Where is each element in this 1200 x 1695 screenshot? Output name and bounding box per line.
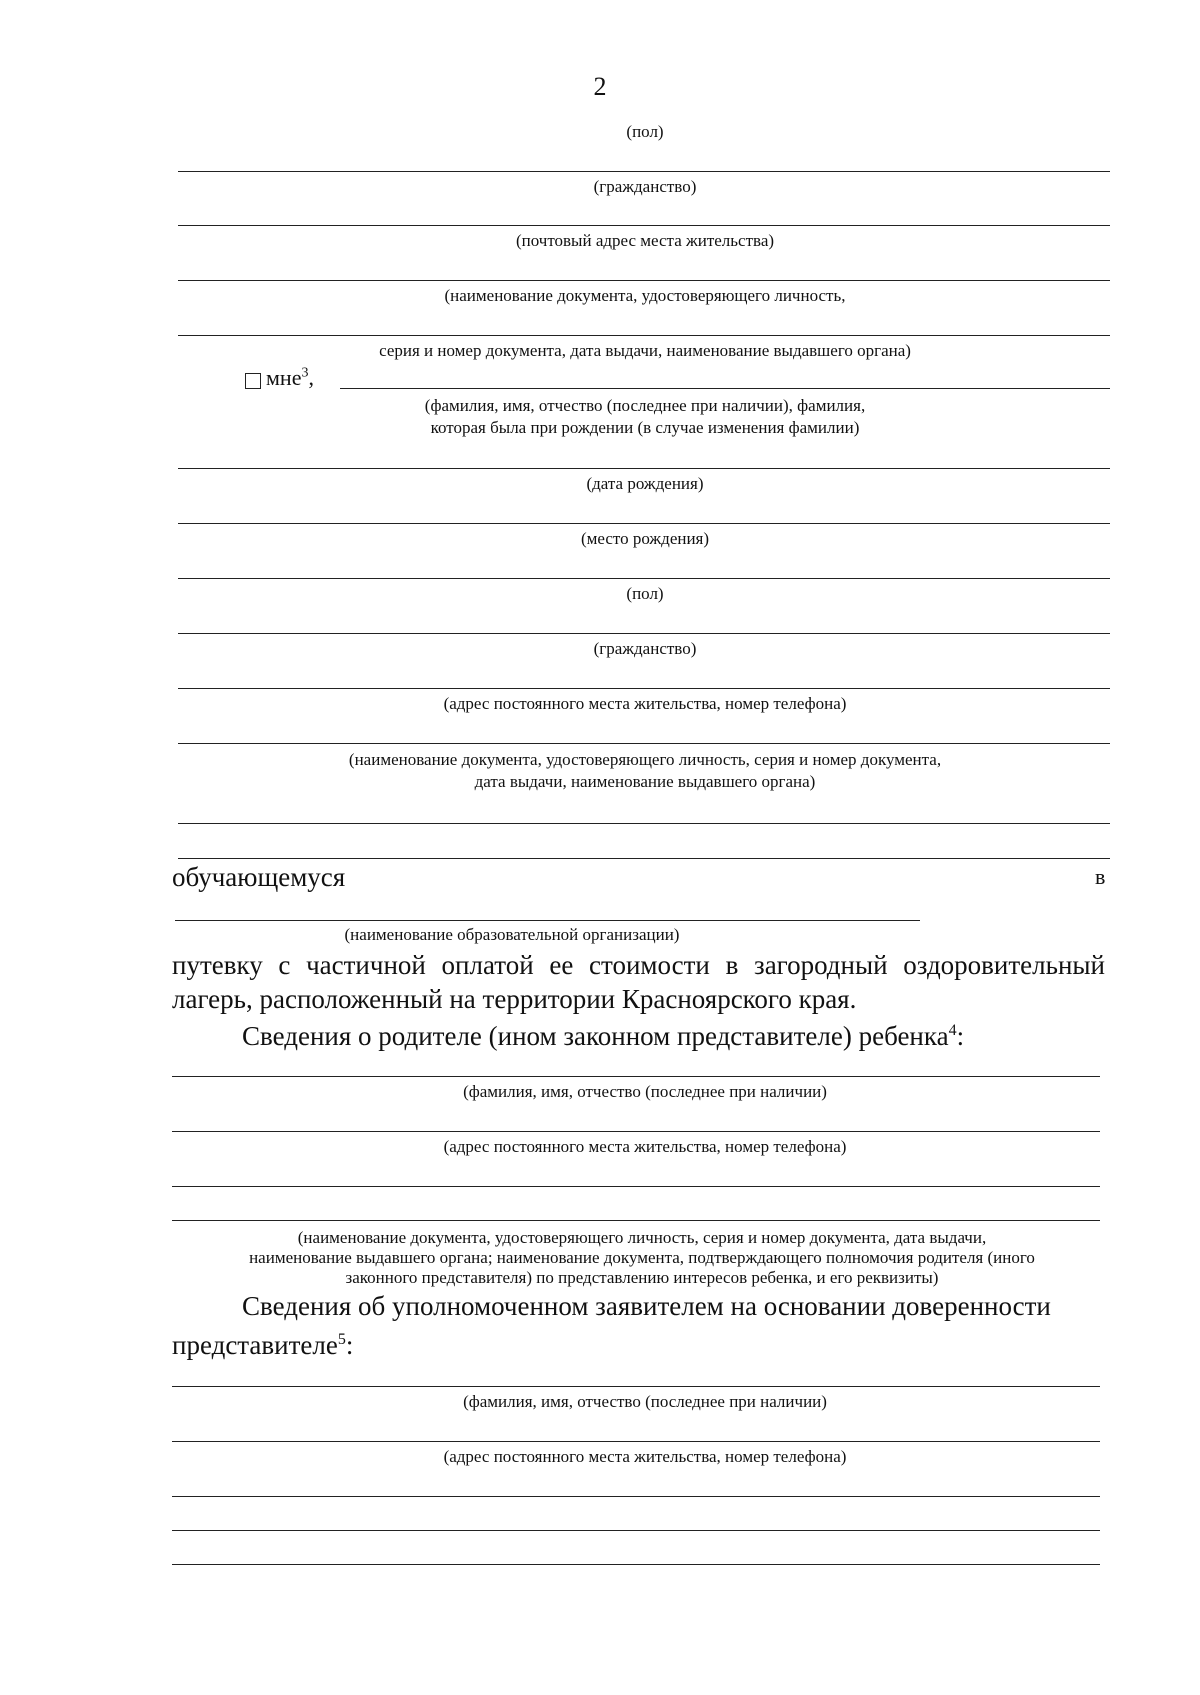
blank-line (178, 823, 1110, 824)
blank-line (172, 1076, 1100, 1077)
blank-line (175, 920, 920, 921)
caption-citizenship: (гражданство) (593, 639, 697, 658)
parent-heading: Сведения о родителе (ином законном представителе) ребенка$^4$: (242, 1021, 965, 1051)
caption-parent-docs-3: законного представителя) по представлению интересов ребенка, и его реквизиты) (345, 1268, 939, 1287)
blank-line (340, 388, 1110, 389)
caption-sex: (пол) (626, 584, 664, 603)
blank-line (178, 743, 1110, 744)
page-number: 2 (593, 72, 607, 101)
caption-parent-residence: (адрес постоянного места жительства, номер телефона) (443, 1137, 847, 1156)
blank-line (172, 1496, 1100, 1497)
blank-line (178, 280, 1110, 281)
caption-parent-fio: (фамилия, имя, отчество (последнее при наличии) (463, 1082, 827, 1101)
caption-residence-phone: (адрес постоянного места жительства, номер телефона) (443, 694, 847, 713)
student-label: обучающемуся (172, 862, 346, 892)
blank-line (172, 1186, 1100, 1187)
caption-postal-address: (почтовый адрес места жительства) (515, 231, 775, 250)
caption-id-document-1: (наименование документа, удостоверяющего личность, (444, 286, 846, 305)
caption-rep-residence: (адрес постоянного места жительства, номер телефона) (443, 1447, 847, 1466)
caption-edu-org: (наименование образовательной организации) (344, 925, 680, 944)
caption-parent-docs-2: наименование выдавшего органа; наименование документа, подтверждающего полномочия родителя (иного (249, 1248, 1035, 1267)
caption-fio-1: (фамилия, имя, отчество (последнее при наличии), фамилия, (424, 396, 866, 415)
blank-line (172, 1220, 1100, 1221)
blank-line (178, 468, 1110, 469)
blank-line (178, 225, 1110, 226)
blank-line (178, 688, 1110, 689)
option-me-checkbox[interactable] (245, 373, 261, 389)
caption-id-full-2: дата выдачи, наименование выдавшего органа) (474, 772, 816, 791)
option-me-label: мне$^3$, (266, 365, 314, 390)
rep-heading-2: представителе$^5$: (172, 1330, 354, 1360)
blank-line (178, 578, 1110, 579)
caption-id-full-1: (наименование документа, удостоверяющего личность, серия и номер документа, (348, 750, 942, 769)
caption-sex-top: (пол) (626, 122, 664, 141)
caption-birth-date: (дата рождения) (586, 474, 704, 493)
caption-fio-2: которая была при рождении (в случае изменения фамилии) (430, 418, 860, 437)
blank-line (172, 1386, 1100, 1387)
caption-rep-fio: (фамилия, имя, отчество (последнее при наличии) (463, 1392, 827, 1411)
blank-line (178, 858, 1110, 859)
blank-line (178, 523, 1110, 524)
student-in: в (1095, 864, 1106, 889)
caption-citizenship-top: (гражданство) (593, 177, 697, 196)
caption-birth-place: (место рождения) (580, 529, 710, 548)
rep-heading-1: Сведения об уполномоченном заявителем на основании доверенности (242, 1291, 1051, 1321)
blank-line (172, 1564, 1100, 1565)
voucher-paragraph: путевку с частичной оплатой ее стоимости в загородный оздоровительный лагерь, расположенный на территории Красноярского края. (172, 950, 1105, 1014)
caption-parent-docs-1: (наименование документа, удостоверяющего личность, серия и номер документа, дата выдачи, (297, 1228, 987, 1247)
blank-line (178, 335, 1110, 336)
blank-line (178, 633, 1110, 634)
blank-line (172, 1530, 1100, 1531)
blank-line (172, 1441, 1100, 1442)
caption-id-document-2: серия и номер документа, дата выдачи, наименование выдавшего органа) (379, 341, 911, 360)
blank-line (172, 1131, 1100, 1132)
blank-line (178, 171, 1110, 172)
